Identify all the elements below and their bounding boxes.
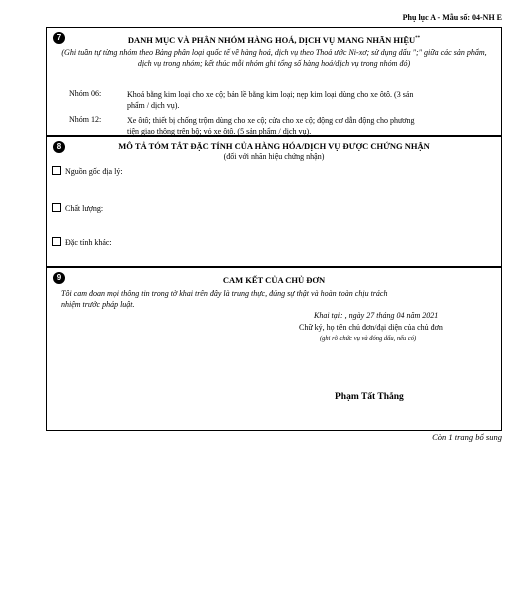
section-title: DANH MỤC VÀ PHÂN NHÓM HÀNG HOÁ, DỊCH VỤ MANG NHÃN HIỆU** bbox=[127, 35, 421, 45]
section-characteristics bbox=[46, 136, 502, 267]
checkbox[interactable] bbox=[52, 203, 61, 212]
footer-note: Còn 1 trang bổ sung bbox=[432, 432, 502, 442]
signature-label: Chữ ký, họ tên chủ đơn/đại diện của chủ đơn bbox=[299, 323, 443, 332]
checkbox[interactable] bbox=[52, 166, 61, 175]
place-date: Khai tại: , ngày 27 tháng 04 năm 2021 bbox=[314, 311, 439, 320]
section-title: MÔ TẢ TÓM TẮT ĐẶC TÍNH CỦA HÀNG HÓA/DỊCH VỤ ĐƯỢC CHỨNG NHẬN bbox=[118, 141, 430, 151]
section-goods-services-list bbox=[46, 27, 502, 136]
section-title: CAM KẾT CỦA CHỦ ĐƠN bbox=[222, 275, 326, 285]
checkbox-item-quality[interactable]: Chất lượng: bbox=[52, 203, 103, 213]
section-number-badge: 7 bbox=[53, 32, 65, 44]
signature-note: (ghi rõ chức vụ và đóng dấu, nếu có) bbox=[320, 335, 417, 342]
form-label: Phụ lục A - Mẫu số: 04-NH E bbox=[402, 13, 502, 22]
section-instruction: (Ghi tuần tự từng nhóm theo Bảng phân loại quốc tế về hàng hoá, dịch vụ theo Thoả ước Ni-xơ; sử dụng dấu ";" giữa các sản phẩm, dịch vụ trong nhóm; kết thúc mỗi nhóm ghi tổng số hàng hoá/dịch vụ trong nhóm đó) bbox=[61, 48, 487, 68]
section-commitment bbox=[46, 267, 502, 431]
group-description: Khoá bằng kim loại cho xe cộ; bản lề bằng kim loại; nẹp kim loại dùng cho xe ôtô. (3 sản phẩm / dịch vụ). bbox=[127, 90, 414, 110]
group-label: Nhóm 12: bbox=[69, 115, 102, 124]
checkbox-item-other[interactable]: Đặc tính khác: bbox=[52, 237, 112, 247]
commitment-statement: Tôi cam đoan mọi thông tin trong tờ khai trên đây là trung thực, đúng sự thật và hoàn toàn chịu trách nhiệm trước pháp luật. bbox=[61, 289, 388, 309]
checkbox-item-origin[interactable]: Nguồn gốc địa lý: bbox=[52, 166, 123, 176]
group-label: Nhóm 06: bbox=[69, 89, 102, 98]
group-description: Xe ôtô; thiết bị chống trộm dùng cho xe cộ; cửa cho xe cộ; động cơ dẫn động cho phương tiện giao thông trên bộ; vỏ xe ôtô. (5 sản phẩm / dịch vụ). bbox=[127, 116, 415, 136]
checkbox[interactable] bbox=[52, 237, 61, 246]
signer-name: Phạm Tất Thắng bbox=[335, 392, 404, 402]
section-number-badge: 9 bbox=[53, 272, 65, 284]
section-number-badge: 8 bbox=[53, 141, 65, 153]
section-subtitle: (đối với nhãn hiệu chứng nhận) bbox=[223, 152, 325, 161]
